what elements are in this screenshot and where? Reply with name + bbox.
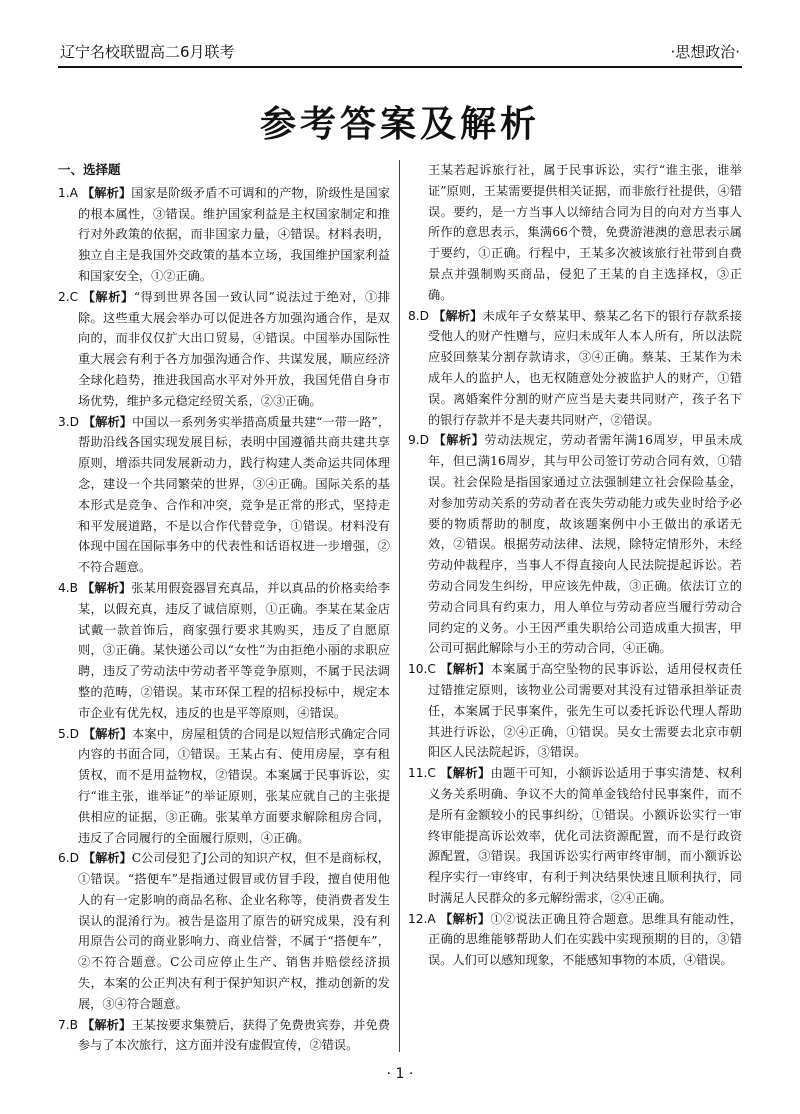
answer-number: 8.D — [408, 308, 430, 323]
left-answers — [58, 183, 390, 1056]
answer-text: 劳动法规定，劳动者需年满16周岁，甲虽未成年，但已满16周岁，其与甲公司签订劳动合同有效，①错误。社会保险是指国家通过立法强制建立社会保险基金，对参加劳动关系的劳动者在丧失劳动能力或失业时给予必要的物质帮助的制度，故该题案例中小王做出的承诺无效，②错误。根据劳动法律、法规，除特定情形外，未经劳动仲裁程序，当事人不得直接向人民法院提起诉讼。若劳动合同发生纠纷，甲应该先仲裁，③正确。依法订立的劳动合同具有约束力，用人单位与劳动者应当履行劳动合同约定的义务。小王因严重失职给公司造成重大损害，甲公司可据此解除与小王的劳动合同，④正确。 — [428, 433, 743, 656]
section-heading: 一、选择题 — [58, 162, 121, 177]
answer-text: 未成年子女蔡某甲、蔡某乙名下的银行存款系接受他人的财产性赠与，应归未成年人本人所有，所以法院应驳回蔡某分割存款请求，③④正确。蔡某、王某作为未成年人的监护人，也无权随意处分被监护人的财产，①错误。离婚案件分割的财产应当是夫妻共同财产，孩子名下的银行存款并不是夫妻共同财产，②错误。 — [428, 308, 743, 427]
answer-number: 11.C — [408, 766, 436, 781]
answer-number: 1.A — [58, 185, 78, 200]
analysis-tag: 【解析】 — [440, 766, 491, 781]
answer-number: 10.C — [408, 662, 436, 677]
answer-number: 5.D — [58, 726, 80, 741]
answer-number: 4.B — [58, 580, 78, 595]
answer-7-continuation: 王某若起诉旅行社，属于民事诉讼，实行“谁主张，谁举证”原则，王某需要提供相关证据，而非旅行社提供，④错误。要约，是一方当事人以缔结合同为目的向对方当事人所作的意思表示，集满66个赞，免费游港澳的意思表示属于要约，①正确。行程中，王某多次被该旅行社带到自费景点并强制购买商品，侵犯了王某的自主选择权，③正确。 — [428, 163, 742, 302]
answer-text: “得到世界各国一致认同”说法过于绝对，①排除。这些重大展会举办可以促进各方加强沟通合作，是双向的，而非仅仅扩大出口贸易，④错误。中国举办国际性重大展会有利于各方加强沟通合作、共谋发展，顺应经济全球化趋势，推进我国高水平对外开放，我国凭借自身市场优势，维护多元稳定经贸关系，②③正确。 — [78, 289, 390, 408]
right-column — [408, 160, 742, 971]
answer-text: 中国以一系列务实举措高质量共建“一带一路”，帮助沿线各国实现发展目标，表明中国遵循共商共建共享原则，增添共同发展新动力，践行构建人类命运共同体理念，建设一个共同繁荣的世界，③④正确。国际关系的基本形式是竞争、合作和冲突，竞争是正常的形式，坚持走和平发展道路，不是以合作代替竞争，①错误。材料没有体现中国在国际事务中的代表性和话语权进一步增强，②不符合题意。 — [78, 414, 391, 575]
answer-item — [58, 183, 390, 287]
answer-number: 7.B — [58, 1017, 78, 1032]
answer-number: 6.D — [58, 851, 80, 866]
answer-text: ①②说法正确且符合题意。思维具有能动性，正确的思维能够帮助人们在实践中实现预期的目的，③错误。人们可以感知现象，不能感知事物的本质，④错误。 — [428, 911, 743, 968]
analysis-tag: 【解析】 — [433, 433, 485, 448]
answer-item — [58, 412, 390, 578]
answer-text: 由题干可知，小额诉讼适用于事实清楚、权利义务关系明确、争议不大的简单金钱给付民事案件，而不是所有金额较小的民事纠纷，①错误。小额诉讼实行一审终审能提高诉讼效率，优化司法资源配置，而不是行政资源配置，③错误。我国诉讼实行两审终审制，而小额诉讼程序实行一审终审，有利于判决结果快速且顺利执行，同时满足人民群众的多元解纷需求，②④正确。 — [428, 766, 743, 905]
answer-item — [408, 909, 742, 971]
answer-item — [58, 848, 390, 1014]
answer-number: 12.A — [408, 911, 436, 926]
answer-text: 王某按要求集赞后，获得了免费贵宾券，并免费参与了本次旅行，这方面并没有虚假宣传，②错误。 — [78, 1017, 391, 1053]
right-answers — [408, 306, 742, 972]
column-divider — [399, 160, 400, 1052]
answer-text: 本案属于高空坠物的民事诉讼，适用侵权责任过错推定原则，该物业公司需要对其没有过错承担举证责任，本案属于民事案件，张先生可以委托诉讼代理人帮助其进行诉讼，②④正确，①错误。吴女士需要去北京市朝阳区人民法院起诉，③错误。 — [428, 662, 743, 760]
left-column — [58, 160, 390, 1056]
page-header — [58, 34, 742, 68]
answer-item — [408, 430, 742, 659]
analysis-tag: 【解析】 — [440, 662, 491, 677]
answer-number: 9.D — [408, 433, 430, 448]
answer-item — [408, 306, 742, 431]
analysis-tag: 【解析】 — [440, 911, 491, 926]
answer-text: 张某用假瓷器冒充真品，并以真品的价格卖给李某，以假充真，违反了诚信原则，①正确。李某在某金店试戴一款首饰后，商家强行要求其购买，违反了自愿原则，③正确。某快递公司以“女性”为由拒绝小丽的求职应聘，违反了劳动法中劳动者平等竞争原则，不属于民法调整的范畴，②错误。某市环保工程的招标投标中，规定本市企业有优先权，违反的也是平等原则，④错误。 — [78, 580, 391, 720]
answer-item — [408, 763, 742, 909]
analysis-tag: 【解析】 — [82, 851, 132, 866]
page-number: · 1 · — [386, 1066, 414, 1082]
answer-item — [408, 659, 742, 763]
answer-item — [58, 724, 390, 849]
answer-number: 3.D — [58, 414, 80, 429]
answer-item — [58, 578, 390, 724]
answer-text: 国家是阶级矛盾不可调和的产物，阶级性是国家的根本属性，③错误。维护国家利益是主权国家制定和推行对外政策的依据，而非国家力量，④错误。材料表明，独立自主是我国外交政策的基本立场，我国维护国家利益和国家安全，①②正确。 — [78, 185, 391, 283]
answer-item — [58, 287, 390, 412]
answer-item — [58, 1015, 390, 1057]
analysis-tag: 【解析】 — [82, 414, 133, 429]
analysis-tag: 【解析】 — [81, 185, 132, 200]
analysis-tag: 【解析】 — [82, 289, 134, 304]
page-title: 参考答案及解析 — [259, 104, 540, 145]
answer-text: 本案中，房屋租赁的合同是以短信形式确定合同内容的书面合同，①错误。王某占有、使用房屋，享有租赁权，而不是用益物权，②错误。本案属于民事诉讼，实行“谁主张，谁举证”的举证原则，张某应就自己的主张提供相应的证据，③正确。张某单方面要求解除租房合同，违反了合同履行的全面履行原则，④正确。 — [78, 726, 391, 845]
analysis-tag: 【解析】 — [82, 1017, 132, 1032]
subject-name: ·思想政治· — [670, 43, 740, 61]
exam-name: 辽宁名校联盟高二6月联考 — [60, 43, 235, 61]
answer-text: C公司侵犯了J公司的知识产权，但不是商标权，①错误。“搭便车”是指通过假冒或仿冒手段，擅自使用他人的有一定影响的商品名称、企业名称等，使消费者发生误认的混淆行为。被告是盗用了原告的研究成果，没有利用原告公司的商业影响力、商业信誉，不属于“搭便车”，②不符合题意。C公司应停止生产、销售并赔偿经济损失，本案的公正判决有利于保护知识产权，推动创新的发展，③④符合题意。 — [78, 851, 390, 1011]
analysis-tag: 【解析】 — [82, 580, 132, 595]
analysis-tag: 【解析】 — [433, 308, 483, 323]
answer-number: 2.C — [58, 289, 79, 304]
analysis-tag: 【解析】 — [83, 726, 133, 741]
